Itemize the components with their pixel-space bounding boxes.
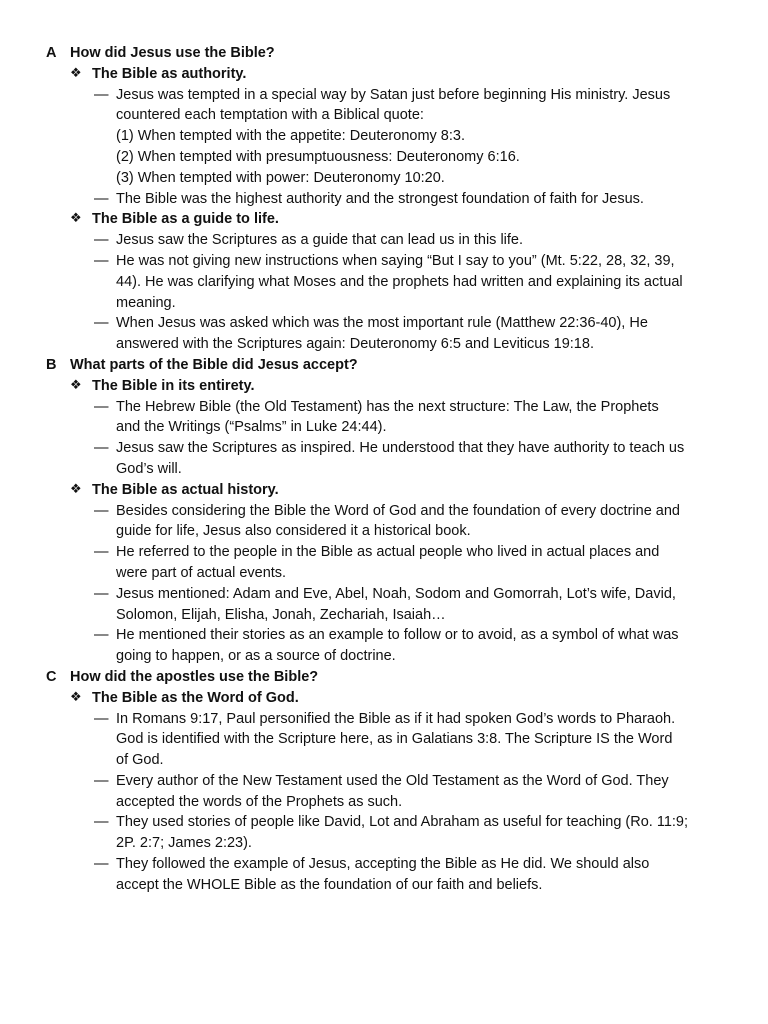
list-item bbox=[0, 313, 768, 355]
text-line: Solomon, Elijah, Elisha, Jonah, Zechariah, Isaiah… bbox=[116, 606, 446, 623]
section-letter: A bbox=[46, 45, 57, 61]
section-letter: C bbox=[46, 668, 57, 685]
list-item-text bbox=[116, 584, 722, 626]
text-line: accept the WHOLE Bible as the foundation of our faith and beliefs. bbox=[116, 876, 543, 893]
text-line: going to happen, or as a source of doctrine. bbox=[116, 648, 396, 665]
subsection-heading bbox=[0, 376, 768, 397]
dash-bullet: — bbox=[94, 814, 109, 831]
subsection-title: The Bible as authority. bbox=[92, 65, 247, 82]
dash-bullet: — bbox=[94, 544, 109, 561]
section-title: How did the apostles use the Bible? bbox=[70, 668, 319, 685]
text-line: They followed the example of Jesus, accepting the Bible as He did. We should also bbox=[116, 856, 650, 873]
list-item-text bbox=[116, 230, 722, 251]
list-item-text bbox=[116, 189, 722, 210]
section-heading bbox=[0, 355, 768, 376]
dash-bullet: — bbox=[94, 502, 109, 519]
dash-bullet: — bbox=[94, 627, 109, 644]
text-line: He was not giving new instructions when saying “But I say to you” (Mt. 5:22, 28, 32, 39, bbox=[116, 252, 675, 269]
list-item-text bbox=[116, 812, 722, 854]
dash-bullet: — bbox=[94, 856, 109, 873]
section-a bbox=[0, 43, 768, 355]
subsection bbox=[0, 209, 768, 355]
dash-bullet: — bbox=[94, 86, 109, 103]
list-item-text bbox=[116, 397, 722, 439]
text-line: guide for life, Jesus also considered it a historical book. bbox=[116, 523, 471, 540]
list-item bbox=[0, 85, 768, 189]
subsection-title: The Bible in its entirety. bbox=[92, 377, 255, 394]
text-line: of God. bbox=[116, 752, 164, 769]
list-item-text bbox=[116, 854, 722, 896]
text-line: God’s will. bbox=[116, 460, 182, 477]
section-b bbox=[0, 355, 768, 667]
section-heading bbox=[0, 43, 768, 64]
text-line: Every author of the New Testament used the Old Testament as the Word of God. They bbox=[116, 772, 669, 789]
text-line: He mentioned their stories as an example to follow or to avoid, as a symbol of what was bbox=[116, 627, 679, 644]
subsection-heading bbox=[0, 64, 768, 85]
text-line: (3) When tempted with power: Deuteronomy 10:20. bbox=[116, 169, 445, 186]
text-line: and the Writings (“Psalms” in Luke 24:44). bbox=[116, 419, 387, 436]
dash-bullet: — bbox=[94, 232, 109, 249]
document-body bbox=[0, 43, 768, 896]
text-line: God is identified with the Scripture here, as in Galatians 3:8. The Scripture IS the Word bbox=[116, 731, 673, 748]
text-line: were part of actual events. bbox=[116, 564, 287, 581]
list-item-text bbox=[116, 501, 722, 543]
text-line: Jesus saw the Scriptures as inspired. He understood that they have authority to teach us bbox=[116, 440, 685, 457]
diamond-bullet-icon: ❖ bbox=[70, 65, 82, 81]
dash-bullet: — bbox=[94, 710, 109, 727]
text-line: 44). He was clarifying what Moses and the prophets had written and explaining its actual bbox=[116, 273, 683, 290]
dash-bullet: — bbox=[94, 440, 109, 457]
subsection-heading bbox=[0, 209, 768, 230]
list-item-text bbox=[116, 85, 722, 189]
text-line: Jesus mentioned: Adam and Eve, Abel, Noah, Sodom and Gomorrah, Lot’s wife, David, bbox=[116, 585, 676, 602]
list-item bbox=[0, 501, 768, 543]
list-item bbox=[0, 584, 768, 626]
text-line: When Jesus was asked which was the most important rule (Matthew 22:36-40), He bbox=[116, 315, 648, 332]
list-item-text bbox=[116, 251, 722, 313]
list-item-text bbox=[116, 438, 722, 480]
diamond-bullet-icon: ❖ bbox=[70, 481, 82, 497]
list-item bbox=[0, 625, 768, 667]
dash-bullet: — bbox=[94, 190, 109, 207]
list-item bbox=[0, 709, 768, 771]
list-item-text bbox=[116, 625, 722, 667]
text-line: (1) When tempted with the appetite: Deuteronomy 8:3. bbox=[116, 128, 465, 145]
list-item bbox=[0, 771, 768, 813]
section-heading bbox=[0, 667, 768, 688]
diamond-bullet-icon: ❖ bbox=[70, 211, 82, 227]
text-line: The Hebrew Bible (the Old Testament) has the next structure: The Law, the Prophets bbox=[116, 398, 659, 415]
subsection bbox=[0, 376, 768, 480]
section-title: How did Jesus use the Bible? bbox=[70, 45, 275, 61]
dash-bullet: — bbox=[94, 315, 109, 332]
text-line: They used stories of people like David, Lot and Abraham as useful for teaching (Ro. 11:9; bbox=[116, 814, 689, 831]
list-item-text bbox=[116, 709, 722, 771]
text-line: Jesus saw the Scriptures as a guide that can lead us in this life. bbox=[116, 232, 524, 249]
list-item-text bbox=[116, 313, 722, 355]
text-line: 2P. 2:7; James 2:23). bbox=[116, 835, 252, 852]
subsection-heading bbox=[0, 688, 768, 709]
list-item bbox=[0, 542, 768, 584]
text-line: In Romans 9:17, Paul personified the Bible as if it had spoken God’s words to Pharaoh. bbox=[116, 710, 676, 727]
subsection-title: The Bible as a guide to life. bbox=[92, 211, 279, 228]
dash-bullet: — bbox=[94, 772, 109, 789]
subsection-title: The Bible as the Word of God. bbox=[92, 689, 299, 706]
list-item bbox=[0, 230, 768, 251]
dash-bullet: — bbox=[94, 398, 109, 415]
text-line: countered each temptation with a Biblical quote: bbox=[116, 107, 424, 124]
text-line: Jesus was tempted in a special way by Satan just before beginning His ministry. Jesus bbox=[116, 86, 671, 103]
subsection-heading bbox=[0, 480, 768, 501]
subsection bbox=[0, 64, 768, 210]
subsection-title: The Bible as actual history. bbox=[92, 481, 279, 498]
list-item bbox=[0, 812, 768, 854]
list-item bbox=[0, 251, 768, 313]
text-line: He referred to the people in the Bible as actual people who lived in actual places and bbox=[116, 544, 660, 561]
subsection bbox=[0, 688, 768, 896]
text-line: (2) When tempted with presumptuousness: Deuteronomy 6:16. bbox=[116, 148, 520, 165]
list-item-text bbox=[116, 771, 722, 813]
text-line: accepted the words of the Prophets as such. bbox=[116, 793, 403, 810]
section-c bbox=[0, 667, 768, 896]
dash-bullet: — bbox=[94, 585, 109, 602]
text-line: Besides considering the Bible the Word of God and the foundation of every doctrine and bbox=[116, 502, 680, 519]
section-letter: B bbox=[46, 356, 57, 373]
list-item bbox=[0, 189, 768, 210]
list-item bbox=[0, 438, 768, 480]
list-item bbox=[0, 854, 768, 896]
text-line: meaning. bbox=[116, 294, 176, 311]
diamond-bullet-icon: ❖ bbox=[70, 377, 82, 393]
list-item-text bbox=[116, 542, 722, 584]
text-line: answered with the Scriptures again: Deuteronomy 6:5 and Leviticus 19:18. bbox=[116, 336, 594, 353]
diamond-bullet-icon: ❖ bbox=[70, 689, 82, 705]
text-line: The Bible was the highest authority and the strongest foundation of faith for Jesus. bbox=[116, 190, 644, 207]
dash-bullet: — bbox=[94, 252, 109, 269]
subsection bbox=[0, 480, 768, 667]
section-title: What parts of the Bible did Jesus accept? bbox=[70, 356, 358, 373]
list-item bbox=[0, 397, 768, 439]
